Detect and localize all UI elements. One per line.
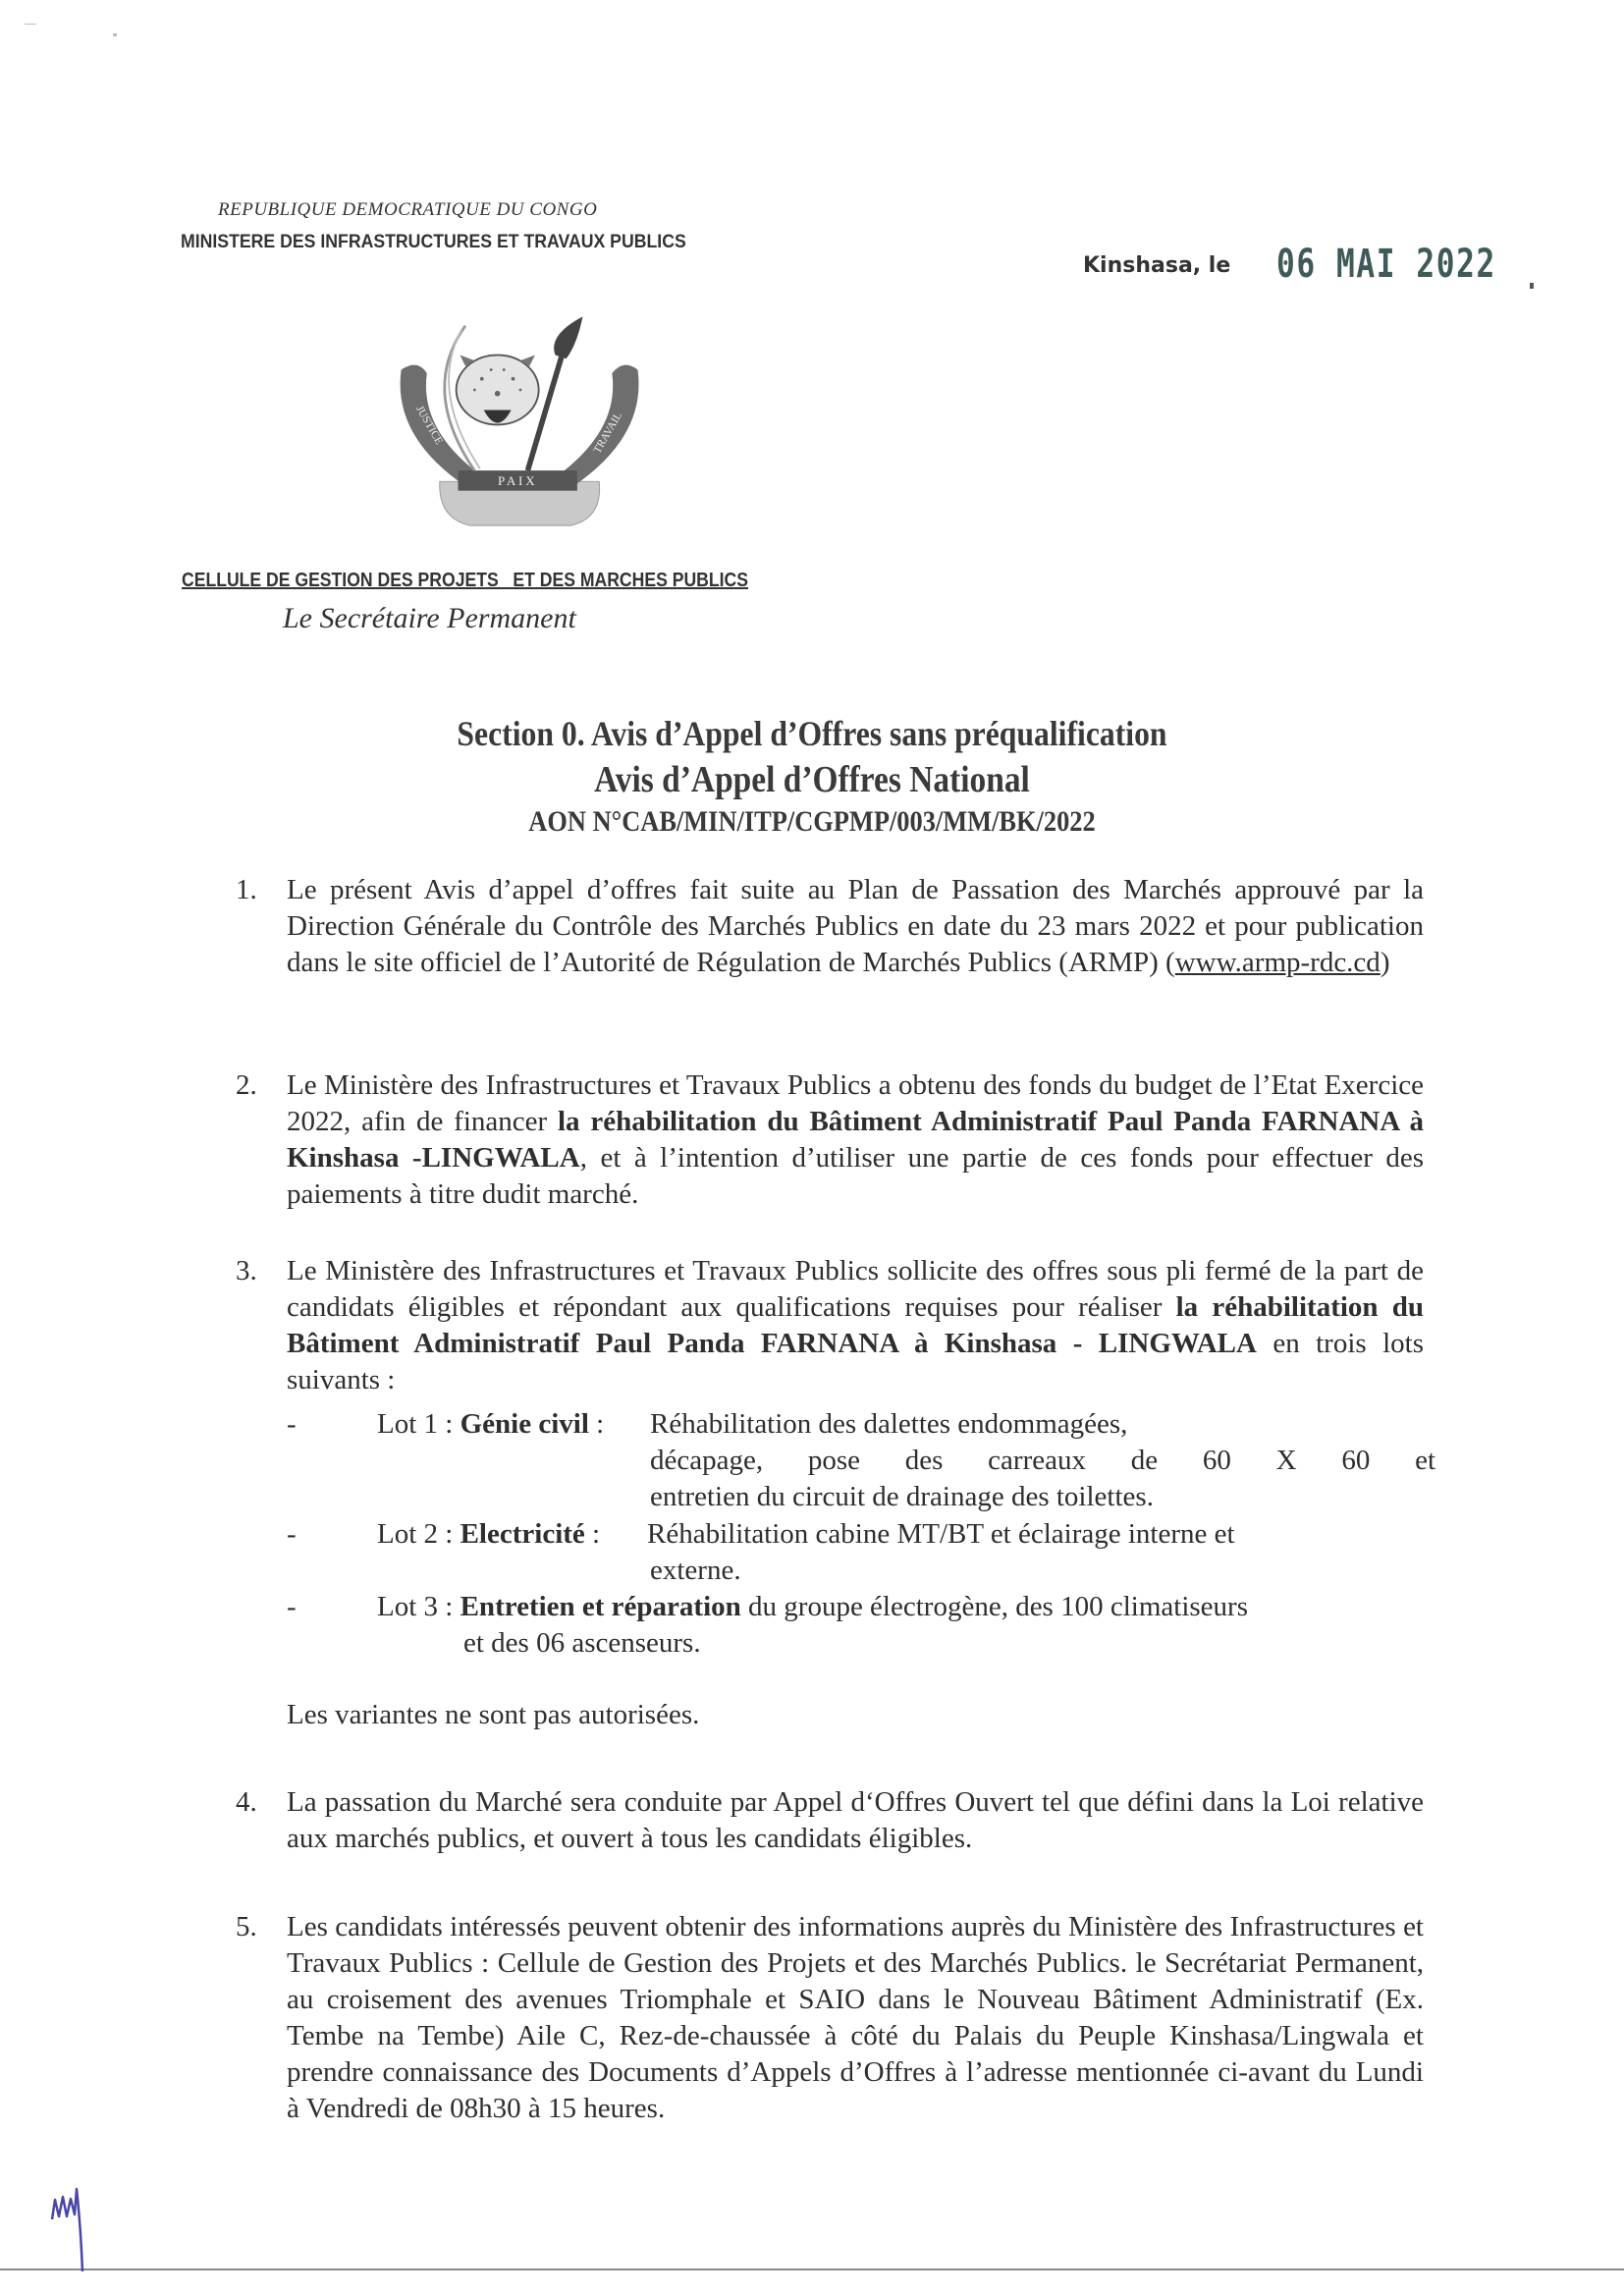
paragraph-1 <box>236 872 1424 981</box>
armp-website-link[interactable]: www.armp-rdc.cd <box>1174 947 1380 978</box>
lot-label <box>377 1589 1248 1625</box>
republic-heading: REPUBLIQUE DEMOCRATIQUE DU CONGO <box>218 199 598 220</box>
stamp-mark <box>1530 283 1534 289</box>
paragraph-2 <box>236 1067 1424 1213</box>
ministry-heading: MINISTERE DES INFRASTRUCTURES ET TRAVAUX PUBLICS <box>181 232 686 252</box>
initials-signature <box>47 2185 106 2273</box>
paragraph-text-end: en trois lots suivants : <box>287 1328 1424 1395</box>
paragraph-4 <box>236 1784 1424 1857</box>
emblem-banner-right <box>565 365 639 486</box>
office-heading: Le Secrétaire Permanent <box>283 602 576 634</box>
lot-description-line: décapage, pose des carreaux de 60 X 60 et <box>650 1445 1435 1476</box>
place-label: Kinshasa, le <box>1083 253 1231 278</box>
lot-description-line: externe. <box>650 1555 741 1586</box>
lot-label <box>377 1406 604 1443</box>
lot-2 <box>287 1516 1435 1591</box>
lot-category: Génie civil <box>460 1408 589 1440</box>
lot-dash: - <box>287 1408 297 1440</box>
paragraph-number: 4. <box>236 1786 257 1818</box>
paragraph-text-end: ) <box>1380 947 1390 978</box>
paragraph-text: Les candidats intéressés peuvent obtenir des informations auprès du Ministère des Infrastructures et Travaux Publics : Cellule de Gestion des Projets et des Marchés Publics. le Secrétariat Permanent, au croisement des avenues Triomphale et SAIO dans le Nouveau Bâtiment Administratif (Ex. Tembe na Tembe) Aile C, Rez-de-chaussée à côté du Palais du Peuple Kinshasa/Lingwala et prendre connaissance des Documents d’Appels d’Offres à l’adresse mentionnée ci-avant du Lundi à Vendredi de 08h30 à 15 heures. <box>287 1911 1424 2124</box>
lot-description-line: entretien du circuit de drainage des toilettes. <box>650 1481 1154 1512</box>
lot-number: Lot 3 : <box>377 1591 460 1622</box>
notice-reference: AON N°CAB/MIN/ITP/CGPMP/003/MM/BK/2022 <box>528 805 1096 838</box>
lot-description-line: et des 06 ascenseurs. <box>463 1627 701 1659</box>
lot-3 <box>287 1589 1435 1664</box>
lot-description-line: Réhabilitation cabine MT/BT et éclairage interne et <box>647 1518 1235 1550</box>
paragraph-number: 5. <box>236 1911 257 1942</box>
lot-dash: - <box>287 1591 297 1622</box>
variants-note: Les variantes ne sont pas autorisées. <box>287 1699 700 1730</box>
paragraph-3 <box>236 1253 1424 1398</box>
lot-dash: - <box>287 1518 297 1550</box>
paragraph-bold-text: la réhabilitation du Bâtiment Administratif Paul Panda FARNANA à Kinshasa - LINGWALA <box>287 1291 1424 1359</box>
paragraph-text: Le Ministère des Infrastructures et Travaux Publics a obtenu des fonds du budget de l’Etat Exercice 2022, afin de financer <box>287 1069 1424 1137</box>
paragraph-5 <box>236 1909 1424 2127</box>
paragraph-number: 1. <box>236 874 257 905</box>
lot-category: Entretien et réparation <box>460 1591 741 1622</box>
paragraph-number: 3. <box>236 1255 257 1286</box>
paragraph-text: La passation du Marché sera conduite par Appel d‘Offres Ouvert tel que défini dans la Loi relative aux marchés publics, et ouvert à tous les candidats éligibles. <box>287 1786 1424 1854</box>
lot-separator: : <box>588 1408 605 1440</box>
paragraph-text-end: , et à l’intention d’utiliser une partie de ces fonds pour effectuer des paiements à titre dudit marché. <box>287 1142 1424 1210</box>
paragraph-text: Le présent Avis d’appel d’offres fait suite au Plan de Passation des Marchés approuvé par la Direction Générale du Contrôle des Marchés Publics en date du 23 mars 2022 et pour publication dans le site officiel de l’Autorité de Régulation de Marchés Publics (ARMP) ( <box>287 874 1424 978</box>
lot-description-line: Réhabilitation des dalettes endommagées, <box>650 1408 1128 1440</box>
lot-separator: : <box>584 1518 601 1550</box>
notice-title: Avis d’Appel d’Offres National <box>594 759 1030 800</box>
paragraph-text: Le Ministère des Infrastructures et Travaux Publics sollicite des offres sous pli fermé de la part de candidats éligibles et répondant aux qualifications requises pour réaliser <box>287 1255 1424 1323</box>
date-stamp: 06 MAI 2022 <box>1276 242 1496 287</box>
emblem-text-justice: JUSTICE <box>413 404 446 447</box>
lot-description-inline: du groupe électrogène, des 100 climatiseurs <box>740 1591 1248 1622</box>
lot-number: Lot 2 : <box>377 1518 460 1550</box>
paragraph-number: 2. <box>236 1069 257 1101</box>
section-title: Section 0. Avis d’Appel d’Offres sans préqualification <box>457 714 1167 753</box>
coat-of-arms-emblem <box>383 295 658 540</box>
paragraph-bold-text: la réhabilitation du Bâtiment Administratif Paul Panda FARNANA à Kinshasa -LINGWALA <box>287 1106 1424 1174</box>
lot-label <box>377 1516 600 1553</box>
unit-heading: CELLULE DE GESTION DES PROJETS ET DES MARCHES PUBLICS <box>182 570 748 591</box>
lot-1 <box>287 1406 1435 1518</box>
scan-specks <box>10 10 157 39</box>
lot-number: Lot 1 : <box>377 1408 460 1440</box>
emblem-text-paix: PAIX <box>497 473 538 489</box>
lot-category: Electricité <box>460 1518 585 1550</box>
emblem-text-travail: TRAVAIL <box>591 410 624 456</box>
